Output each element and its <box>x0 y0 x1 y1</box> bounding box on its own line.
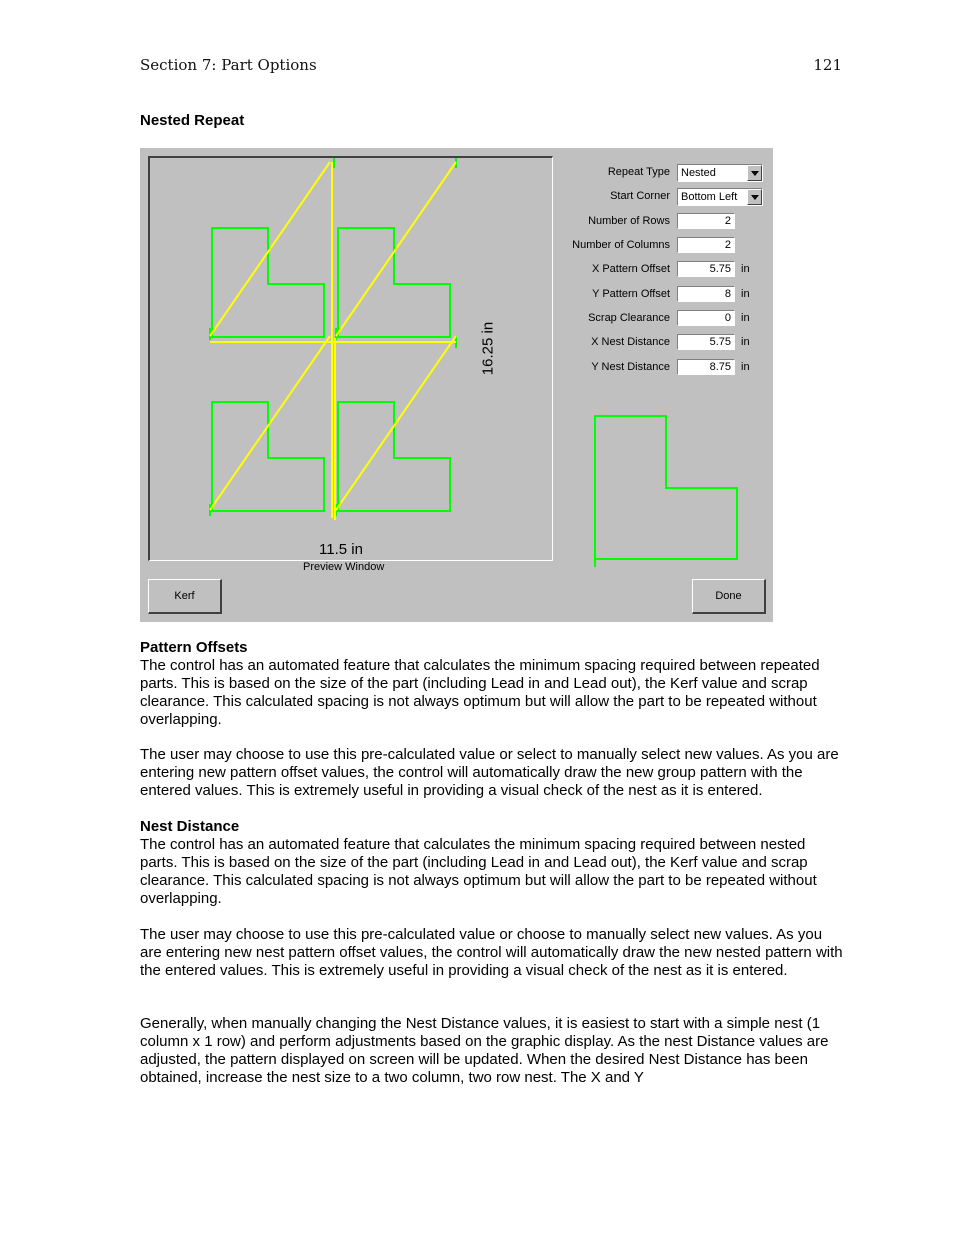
page-number: 121 <box>813 56 842 74</box>
number-of-columns-label: Number of Columns <box>572 239 670 251</box>
y-nest-distance-label: Y Nest Distance <box>591 361 670 373</box>
height-dimension-text: 16.25 in <box>479 321 497 376</box>
y-pattern-offset-unit: in <box>741 288 750 300</box>
lead-line <box>210 336 330 510</box>
nested-repeat-dialog <box>140 148 773 622</box>
repeat-type-select[interactable] <box>677 164 763 182</box>
x-nest-distance-unit: in <box>741 336 750 348</box>
pattern-offsets-paragraph-2: The user may choose to use this pre-calculated value or select to manually select new values. As you are entering new pattern offset values, the control will automatically draw the new group pattern with the entered values. This is extremely useful in providing a visual check of the nest as it is entered. <box>140 746 839 799</box>
x-nest-distance-label: X Nest Distance <box>591 336 670 348</box>
y-nest-distance-input[interactable]: 8.75 <box>677 359 735 375</box>
part-outline <box>338 402 450 511</box>
x-pattern-offset-unit: in <box>741 263 750 275</box>
part-outline <box>338 228 450 337</box>
number-of-rows-label: Number of Rows <box>588 215 670 227</box>
part-shape-preview <box>587 412 747 572</box>
repeat-type-label: Repeat Type <box>607 166 670 178</box>
y-nest-distance-unit: in <box>741 361 750 373</box>
nest-distance-paragraph-2: The user may choose to use this pre-calculated value or choose to manually select new values. As you are entering new nest pattern offset values, the control will automatically draw the new nested pattern with the entered values. This is extremely useful in providing a visual check of the nest as it is entered. <box>140 926 843 979</box>
start-corner-label: Start Corner <box>610 190 670 202</box>
number-of-rows-input[interactable]: 2 <box>677 213 735 229</box>
y-pattern-offset-label: Y Pattern Offset <box>592 288 670 300</box>
height-dimension <box>476 321 500 378</box>
scrap-clearance-input[interactable]: 0 <box>677 310 735 326</box>
x-pattern-offset-label: X Pattern Offset <box>591 263 670 275</box>
nest-distance-paragraph-3: Generally, when manually changing the Nest Distance values, it is easiest to start with a simple nest (1 column x 1 row) and perform adjustments based on the graphic display. As the nest Distance values are adjusted, the pattern displayed on screen will be updated. When the desired Nest Distance has been obtained, increase the nest size to a two column, two row nest. The X and Y <box>140 1015 829 1086</box>
nest-distance-heading: Nest Distance <box>140 818 240 835</box>
width-dimension: 11.5 in <box>319 541 363 558</box>
lead-line <box>336 336 456 510</box>
start-corner-select[interactable] <box>677 188 763 206</box>
part-outline <box>595 416 737 559</box>
nest-distance-paragraph-1: The control has an automated feature that calculates the minimum spacing required between nested parts. This is based on the size of the part (including Lead in and Lead out), the Kerf value and scrap clearance. This calculated spacing is not always optimum but will allow the part to be repeated without overlapping. <box>140 836 817 907</box>
start-corner-value: Bottom Left <box>681 191 738 203</box>
lead-line <box>336 162 456 336</box>
pattern-offsets-paragraph-1: The control has an automated feature that calculates the minimum spacing required between repeated parts. This is based on the size of the part (including Lead in and Lead out), the Kerf value and scrap clearance. This calculated spacing is not always optimum but will allow the part to be repeated without overlapping. <box>140 657 820 728</box>
section-header: Section 7: Part Options <box>140 56 317 74</box>
chevron-down-icon[interactable] <box>747 165 762 181</box>
repeat-type-value: Nested <box>681 167 716 179</box>
kerf-button[interactable]: Kerf <box>148 579 222 614</box>
number-of-columns-input[interactable]: 2 <box>677 237 735 253</box>
chevron-down-icon[interactable] <box>747 189 762 205</box>
x-pattern-offset-input[interactable]: 5.75 <box>677 261 735 277</box>
part-outline <box>212 402 324 511</box>
done-button[interactable]: Done <box>692 579 766 614</box>
lead-line <box>210 162 330 336</box>
y-pattern-offset-input[interactable]: 8 <box>677 286 735 302</box>
scrap-clearance-label: Scrap Clearance <box>588 312 670 324</box>
preview-window <box>148 156 553 561</box>
section-title: Nested Repeat <box>140 112 245 129</box>
scrap-clearance-unit: in <box>741 312 750 324</box>
x-nest-distance-input[interactable]: 5.75 <box>677 334 735 350</box>
preview-window-label: Preview Window <box>303 561 385 573</box>
part-outline <box>212 228 324 337</box>
pattern-offsets-heading: Pattern Offsets <box>140 639 248 656</box>
